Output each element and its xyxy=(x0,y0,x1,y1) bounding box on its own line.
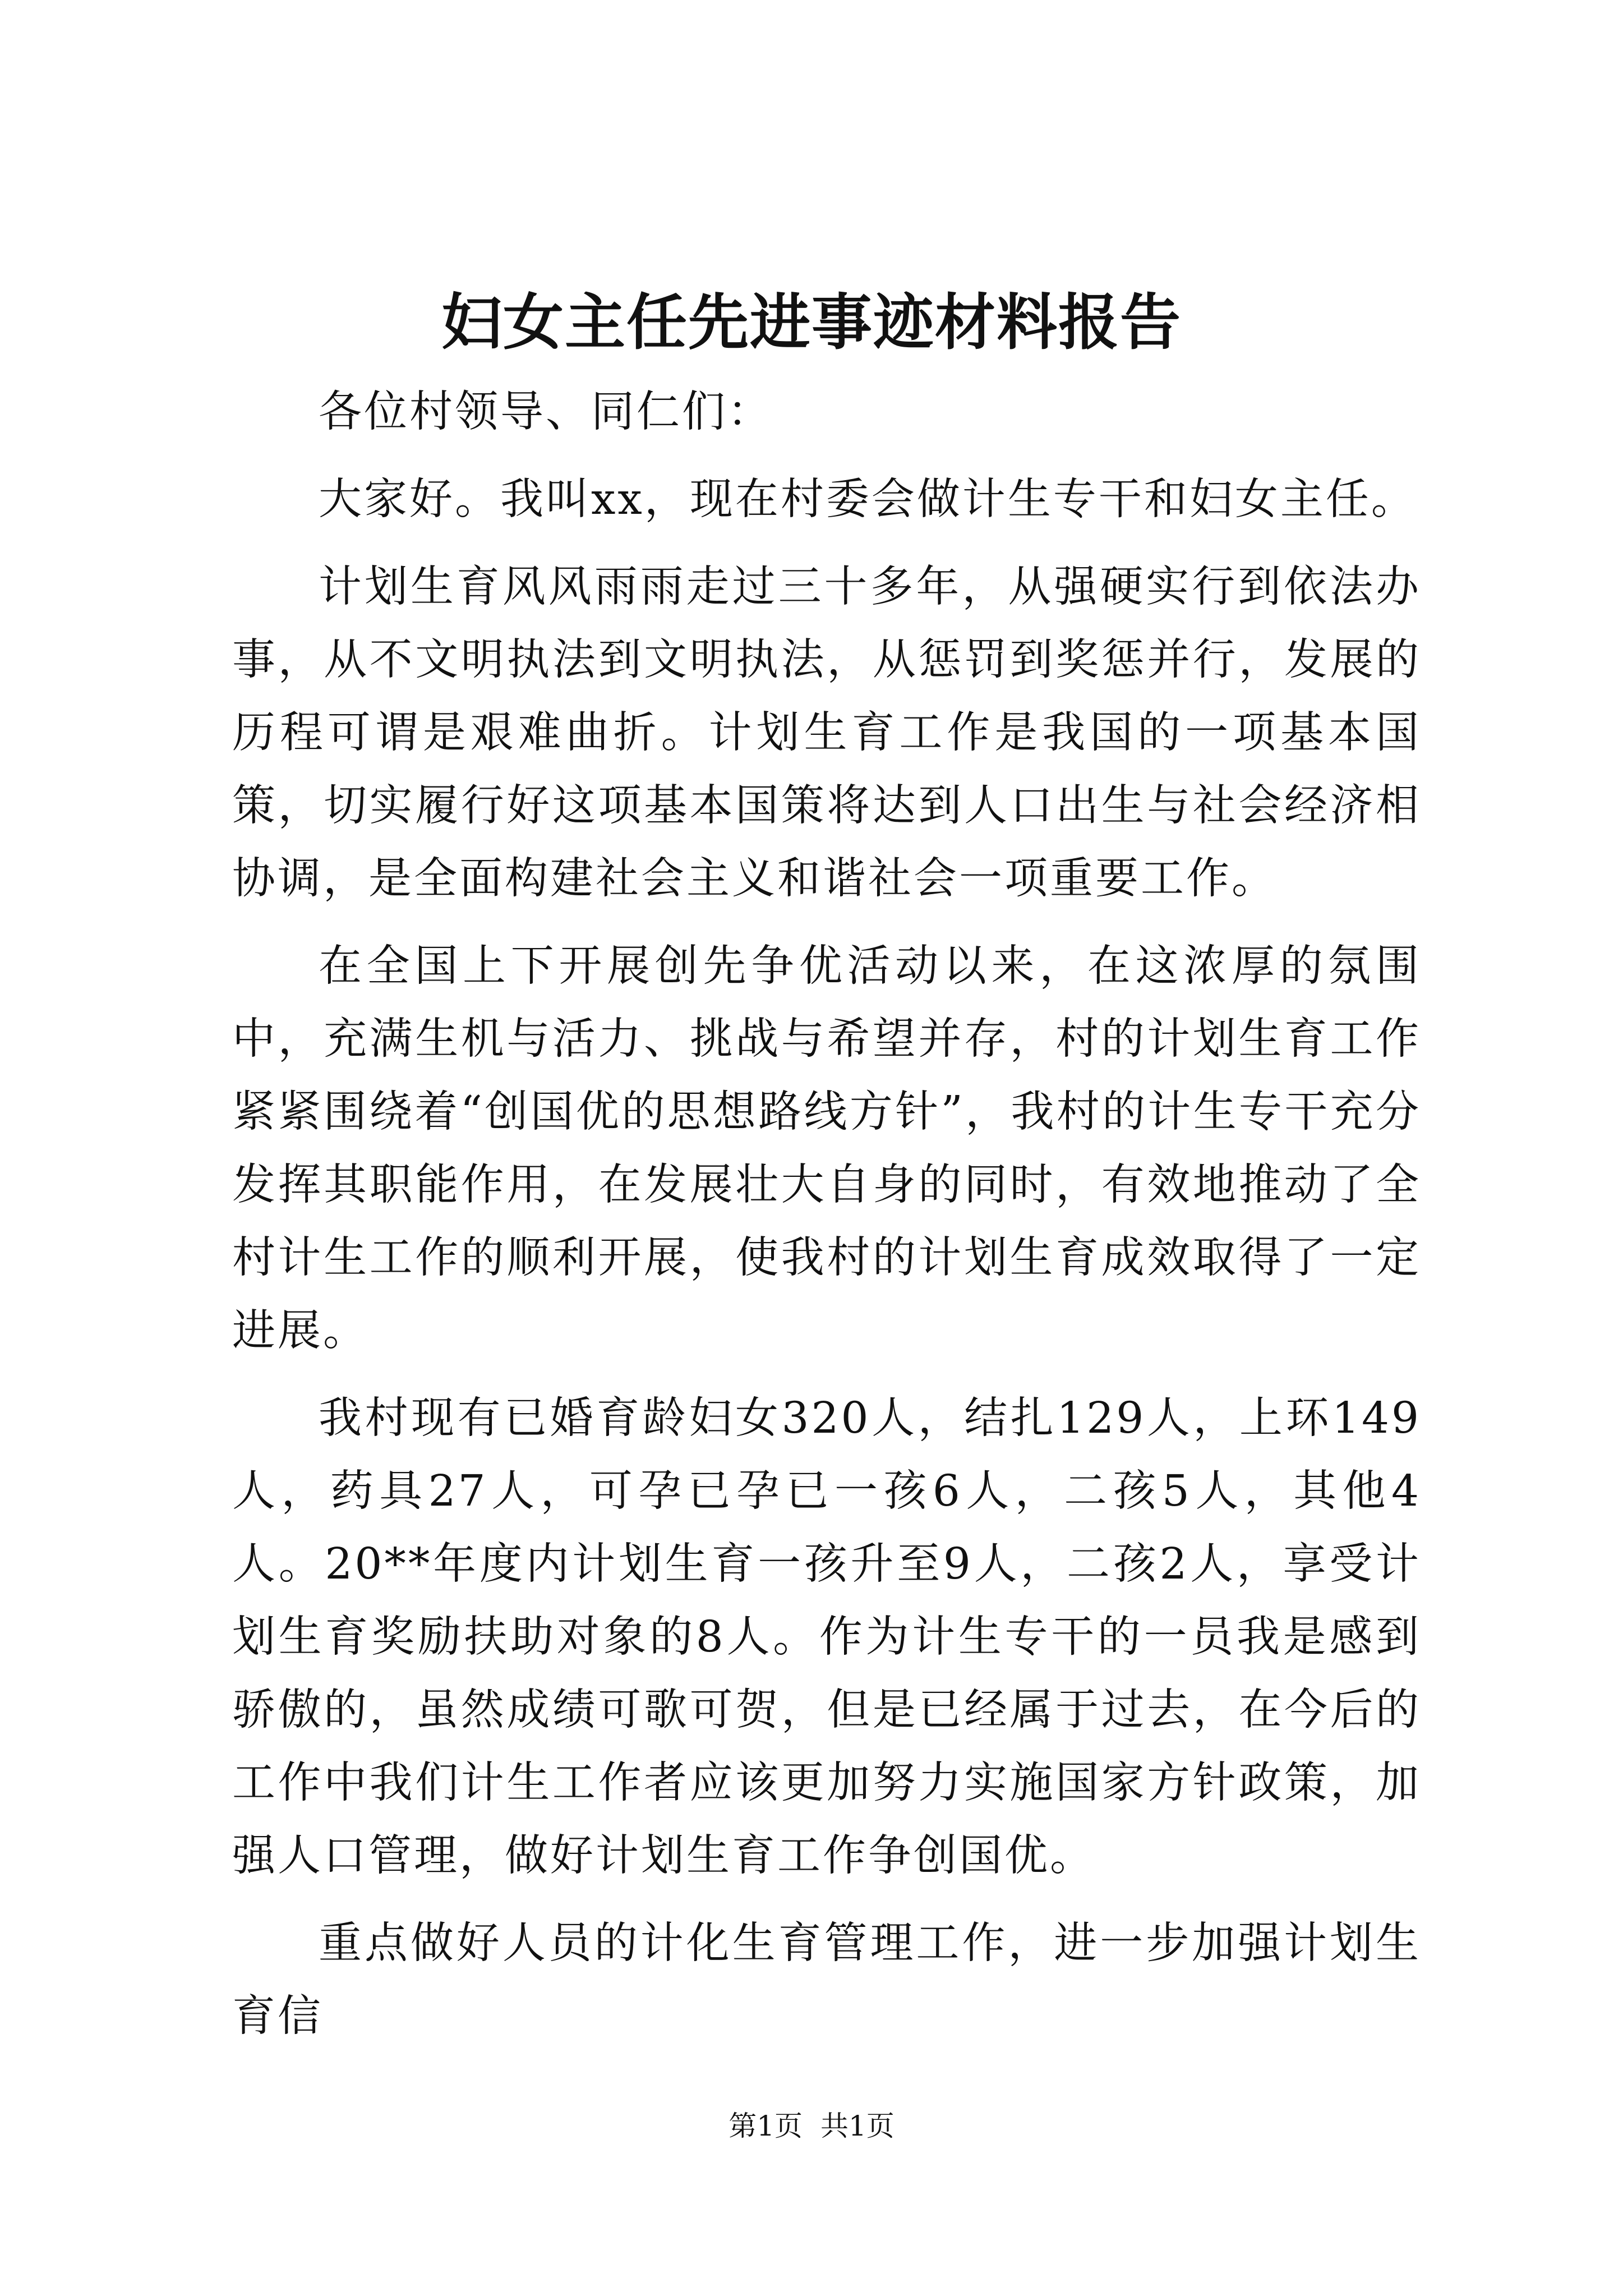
document-body xyxy=(232,376,1421,2068)
body-paragraph: 重点做好人员的计化生育管理工作，进一步加强计划生育信 xyxy=(232,1918,1421,2041)
page-footer xyxy=(0,2106,1623,2146)
salutation-paragraph: 各位村领导、同仁们： xyxy=(319,387,773,437)
page-number: 第1页 xyxy=(728,2110,803,2142)
body-paragraph: 我村现有已婚育龄妇女320人，结扎129人，上环149人，药具27人，可孕已孕已一孩6人，二孩5人，其他4人。20**年度内计划生育一孩升至9人，二孩2人，享受计划生育奖励扶助对象的8人。作为计生专干的一员我是感到骄傲的，虽然成绩可歌可贺，但是已经属于过去，在今后的工作中我们计生工作者应该更加努力实施国家方针政策，加强人口管理，做好计划生育工作争创国优。 xyxy=(232,1393,1421,1881)
body-paragraph: 计划生育风风雨雨走过三十多年，从强硬实行到依法办事，从不文明执法到文明执法，从惩罚到奖惩并行，发展的历程可谓是艰难曲折。计划生育工作是我国的一项基本国策，切实履行好这项基本国策将达到人口出生与社会经济相协调，是全面构建社会主义和谐社会一项重要工作。 xyxy=(232,562,1421,904)
page-total: 共1页 xyxy=(820,2110,895,2142)
body-paragraph: 在全国上下开展创先争优活动以来，在这浓厚的氛围中，充满生机与活力、挑战与希望并存，村的计划生育工作紧紧围绕着“创国优的思想路线方针”，我村的计生专干充分发挥其职能作用，在发展壮大自身的同时，有效地推动了全村计生工作的顺利开展，使我村的计划生育成效取得了一定进展。 xyxy=(232,941,1421,1356)
greeting-paragraph: 大家好。我叫xx，现在村委会做计生专干和妇女主任。 xyxy=(319,475,1417,524)
document-title: 妇女主任先进事迹材料报告 xyxy=(441,287,1182,358)
